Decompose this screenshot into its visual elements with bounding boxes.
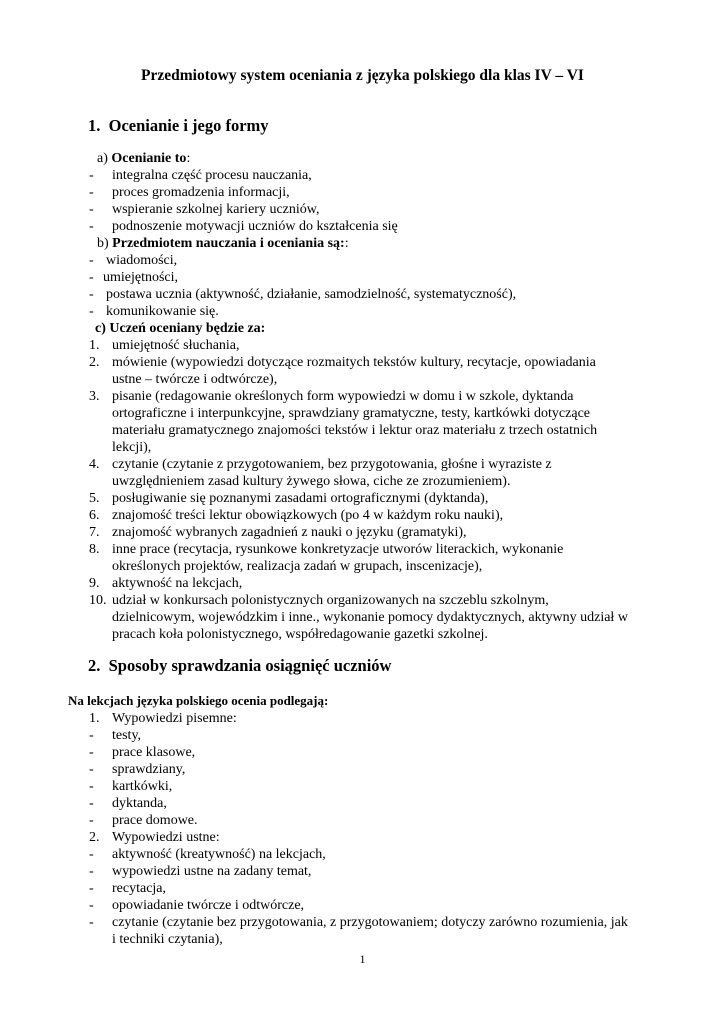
bullet-dash: - xyxy=(89,779,94,794)
bullet-dash: - xyxy=(89,813,94,828)
bullet-dash: - xyxy=(89,915,94,930)
list-item: proces gromadzenia informacji, xyxy=(112,185,290,200)
list-item: dyktanda, xyxy=(112,796,167,811)
document-title: Przedmiotowy system oceniania z języka polskiego dla klas IV – VI xyxy=(141,67,584,84)
subsection-a-label: Ocenianie to xyxy=(111,151,187,166)
bullet-dash: - xyxy=(89,881,94,896)
list-item: umiejętność słuchania, xyxy=(112,338,240,353)
section-1-title: Ocenianie i jego formy xyxy=(108,116,269,135)
list-item: postawa ucznia (aktywność, działanie, samodzielność, systematyczność), xyxy=(106,287,517,302)
list-item-continuation: ortograficzne i interpunkcyjne, sprawdziany gramatyczne, testy, kartkówki dotyczące xyxy=(112,406,591,421)
bullet-dash: - xyxy=(89,270,94,285)
list-item-continuation: ustne – twórcze i odtwórcze), xyxy=(112,372,278,387)
list-item: podnoszenie motywacji uczniów do kształcenia się xyxy=(112,219,398,234)
list-item-continuation: dzielnicowym, wojewódzkim i inne., wykonanie pomocy dydaktycznych, aktywny udział w xyxy=(112,610,628,625)
list-item-continuation: materiału gramatycznego znajomości tekstów i lektur oraz materiału z trzech ostatnich xyxy=(112,423,598,438)
list-number: 2. xyxy=(89,355,100,370)
list-number: 3. xyxy=(89,389,100,404)
list-number: 5. xyxy=(89,491,100,506)
subsection-c-marker: c) xyxy=(95,321,106,336)
page-number: 1 xyxy=(359,952,366,966)
list-item: wypowiedzi ustne na zadany temat, xyxy=(112,864,312,879)
list-item: Wypowiedzi ustne: xyxy=(112,830,220,845)
subsection-b-label: Przedmiotem nauczania i oceniania są: xyxy=(112,236,345,251)
subsection-a-colon: : xyxy=(186,151,191,166)
list-item: prace klasowe, xyxy=(112,745,196,760)
list-number: 6. xyxy=(89,508,100,523)
bullet-dash: - xyxy=(89,185,94,200)
bullet-dash: - xyxy=(89,202,94,217)
list-item: czytanie (czytanie z przygotowaniem, bez przygotowania, głośne i wyraziste z xyxy=(112,457,552,472)
section-1-number: 1. xyxy=(88,116,101,135)
section-2-heading xyxy=(88,656,391,676)
subsection-b-marker: b) xyxy=(97,236,109,251)
list-item-continuation: uwzględnieniem zasad kultury żywego słowa, ciche ze zrozumieniem). xyxy=(112,474,511,489)
subsection-b-colon: : xyxy=(344,236,349,251)
list-number: 1. xyxy=(89,338,100,353)
subsection-a-heading xyxy=(97,150,190,167)
list-item-continuation: lekcji), xyxy=(112,440,152,455)
list-item: wspieranie szkolnej kariery uczniów, xyxy=(112,202,320,217)
section-1-heading xyxy=(88,116,269,136)
list-item: posługiwanie się poznanymi zasadami ortograficznymi (dyktanda), xyxy=(112,491,489,506)
list-item: Wypowiedzi pisemne: xyxy=(112,711,237,726)
bullet-dash: - xyxy=(89,304,94,319)
list-item: aktywność na lekcjach, xyxy=(112,576,243,591)
list-item-continuation: pracach koła polonistycznego, współredagowanie gazetki szkolnej. xyxy=(112,627,488,642)
bullet-dash: - xyxy=(89,796,94,811)
bullet-dash: - xyxy=(89,864,94,879)
list-item: znajomość wybranych zagadnień z nauki o języku (gramatyki), xyxy=(112,525,467,540)
section-2-number: 2. xyxy=(88,656,101,675)
bullet-dash: - xyxy=(89,728,94,743)
list-number: 9. xyxy=(89,576,100,591)
list-item: aktywność (kreatywność) na lekcjach, xyxy=(112,847,326,862)
list-item: mówienie (wypowiedzi dotyczące rozmaitych tekstów kultury, recytacje, opowiadania xyxy=(112,355,596,370)
list-item: prace domowe. xyxy=(112,813,198,828)
section-2-intro: Na lekcjach języka polskiego ocenia podlegają: xyxy=(68,693,329,708)
subsection-c-heading xyxy=(95,320,265,337)
section-2-title: Sposoby sprawdzania osiągnięć uczniów xyxy=(108,656,392,675)
list-item: kartkówki, xyxy=(112,779,173,794)
bullet-dash: - xyxy=(89,219,94,234)
list-item: udział w konkursach polonistycznych organizowanych na szczeblu szkolnym, xyxy=(112,593,549,608)
list-item: inne prace (recytacja, rysunkowe konkretyzacje utworów literackich, wykonanie xyxy=(112,542,564,557)
list-item: recytacja, xyxy=(112,881,167,896)
subsection-c-label: Uczeń oceniany będzie za: xyxy=(109,321,266,336)
bullet-dash: - xyxy=(89,847,94,862)
list-item-continuation: i techniki czytania), xyxy=(112,932,223,947)
list-item: integralna część procesu nauczania, xyxy=(112,168,312,183)
list-number: 8. xyxy=(89,542,100,557)
list-number: 7. xyxy=(89,525,100,540)
bullet-dash: - xyxy=(89,745,94,760)
list-item: pisanie (redagowanie określonych form wypowiedzi w domu i w szkole, dyktanda xyxy=(112,389,574,404)
subsection-b-heading xyxy=(97,235,349,252)
list-item: znajomość treści lektur obowiązkowych (po 4 w każdym roku nauki), xyxy=(112,508,504,523)
list-number: 2. xyxy=(89,830,100,845)
list-item: testy, xyxy=(112,728,142,743)
bullet-dash: - xyxy=(89,253,94,268)
list-item: wiadomości, xyxy=(106,253,178,268)
bullet-dash: - xyxy=(89,168,94,183)
list-item: komunikowanie się. xyxy=(106,304,219,319)
bullet-dash: - xyxy=(89,898,94,913)
list-item: opowiadanie twórcze i odtwórcze, xyxy=(112,898,305,913)
list-number: 10. xyxy=(89,593,107,608)
list-item: sprawdziany, xyxy=(112,762,186,777)
list-item-continuation: określonych projektów, realizacja zadań w grupach, inscenizacje), xyxy=(112,559,483,574)
list-item: czytanie (czytanie bez przygotowania, z przygotowaniem; dotyczy zarówno rozumienia, jak xyxy=(112,915,628,930)
list-item: umiejętności, xyxy=(103,270,179,285)
list-number: 4. xyxy=(89,457,100,472)
subsection-a-marker: a) xyxy=(97,151,108,166)
list-number: 1. xyxy=(89,711,100,726)
bullet-dash: - xyxy=(89,287,94,302)
bullet-dash: - xyxy=(89,762,94,777)
